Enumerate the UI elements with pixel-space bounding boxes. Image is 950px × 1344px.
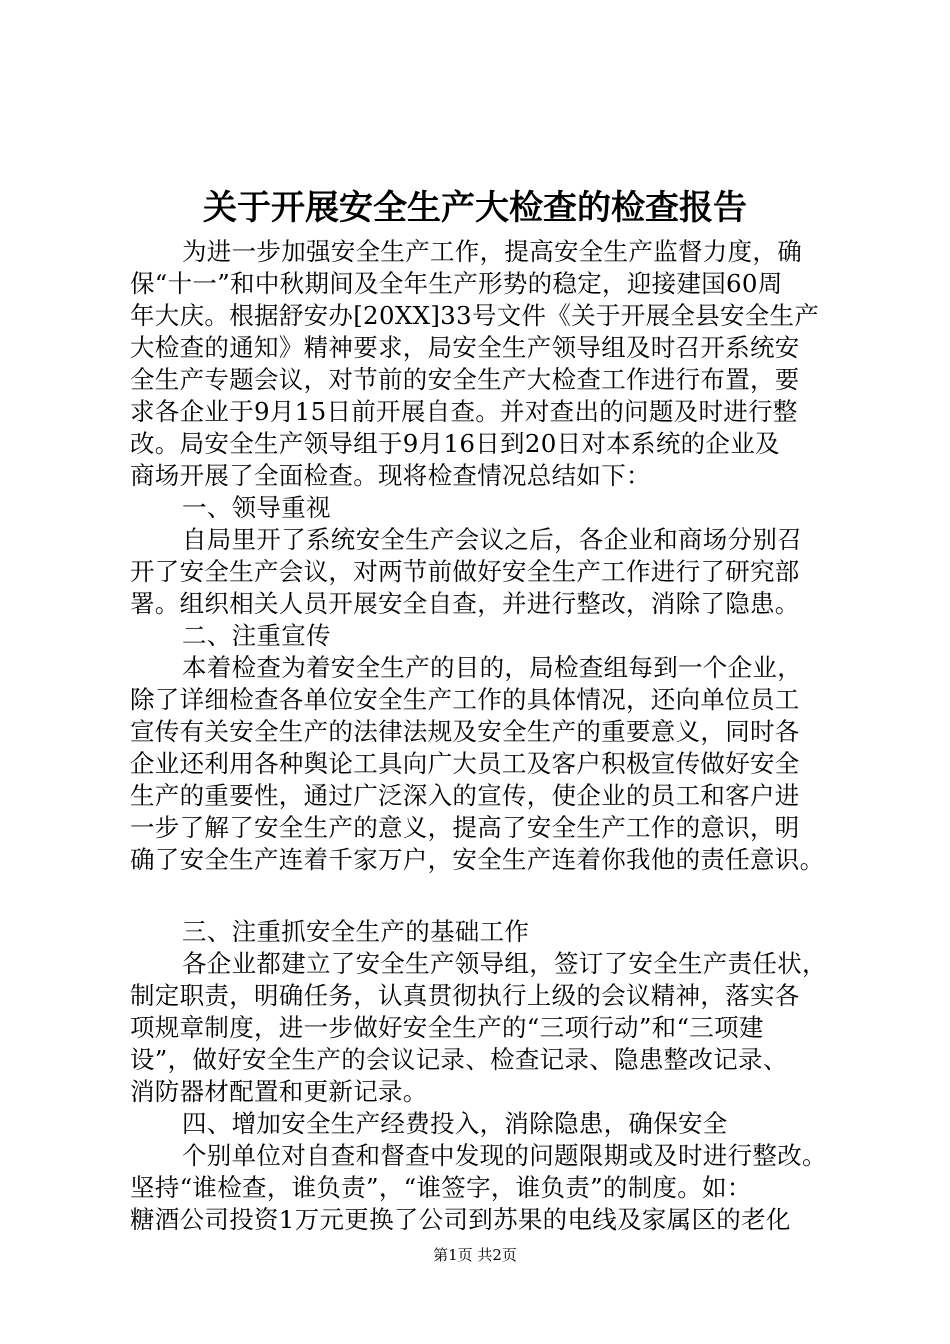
document-title: 关于开展安全生产大检查的检查报告 xyxy=(203,188,747,228)
paragraph-line: 企业还利用各种舆论工具向广大员工及客户积极宣传做好安全 xyxy=(130,749,800,778)
paragraph-line: 年大庆。根据舒安办[20XX]33号文件《关于开展全县安全生产 xyxy=(130,301,820,330)
paragraph-line: 为进一步加强安全生产工作，提高安全生产监督力度，确 xyxy=(182,237,802,266)
paragraph-line: 商场开展了全面检查。现将检查情况总结如下： xyxy=(130,461,651,490)
page-footer: 第1页 共2页 xyxy=(433,1246,517,1264)
paragraph-line: 除了详细检查各单位安全生产工作的具体情况，还向单位员工 xyxy=(130,685,800,714)
paragraph-line: 制定职责，明确任务，认真贯彻执行上级的会议精神，落实各 xyxy=(130,981,800,1010)
paragraph-line: 一步了解了安全生产的意义，提高了安全生产工作的意识，明 xyxy=(130,813,800,842)
paragraph-gap xyxy=(130,876,842,916)
paragraph-line: 本着检查为着安全生产的目的，局检查组每到一个企业， xyxy=(182,653,802,682)
section-heading: 一、领导重视 xyxy=(182,493,331,522)
paragraph-line: 项规章制度，进一步做好安全生产的“三项行动”和“三项建 xyxy=(130,1013,764,1042)
paragraph-line: 大检查的通知》精神要求，局安全生产领导组及时召开系统安 xyxy=(130,333,800,362)
paragraph-line: 个别单位对自查和督查中发现的问题限期或及时进行整改。 xyxy=(182,1141,827,1170)
paragraph-line: 生产的重要性，通过广泛深入的宣传，使企业的员工和客户进 xyxy=(130,781,800,810)
paragraph-line: 糖酒公司投资1万元更换了公司到苏果的电线及家属区的老化 xyxy=(130,1205,791,1234)
paragraph-line: 自局里开了系统安全生产会议之后，各企业和商场分别召 xyxy=(182,525,802,554)
paragraph-line: 确了安全生产连着千家万户，安全生产连着你我他的责任意识。 xyxy=(130,845,825,874)
paragraph-line: 全生产专题会议，对节前的安全生产大检查工作进行布置，要 xyxy=(130,365,800,394)
paragraph-line: 宣传有关安全生产的法律法规及安全生产的重要意义，同时各 xyxy=(130,717,800,746)
paragraph-line: 设”，做好安全生产的会议记录、检查记录、隐患整改记录、 xyxy=(130,1045,788,1074)
paragraph-line: 改。局安全生产领导组于9月16日到20日对本系统的企业及 xyxy=(130,429,780,458)
section-heading: 三、注重抓安全生产的基础工作 xyxy=(182,917,530,946)
paragraph-line: 各企业都建立了安全生产领导组，签订了安全生产责任状， xyxy=(182,949,827,978)
paragraph-line: 保“十一”和中秋期间及全年生产形势的稳定，迎接建国60周 xyxy=(130,269,783,298)
paragraph-line: 求各企业于9月15日前开展自查。并对查出的问题及时进行整 xyxy=(130,397,798,426)
section-heading: 四、增加安全生产经费投入，消除隐患，确保安全 xyxy=(182,1109,728,1138)
section-heading: 二、注重宣传 xyxy=(182,621,331,650)
paragraph-line: 署。组织相关人员开展安全自查，并进行整改，消除了隐患。 xyxy=(130,589,800,618)
document-body xyxy=(130,236,842,1236)
paragraph-line: 消防器材配置和更新记录。 xyxy=(130,1077,428,1106)
paragraph-line: 开了安全生产会议，对两节前做好安全生产工作进行了研究部 xyxy=(130,557,800,586)
paragraph-line: 坚持“谁检查，谁负责”，“谁签字，谁负责”的制度。如： xyxy=(130,1173,752,1202)
